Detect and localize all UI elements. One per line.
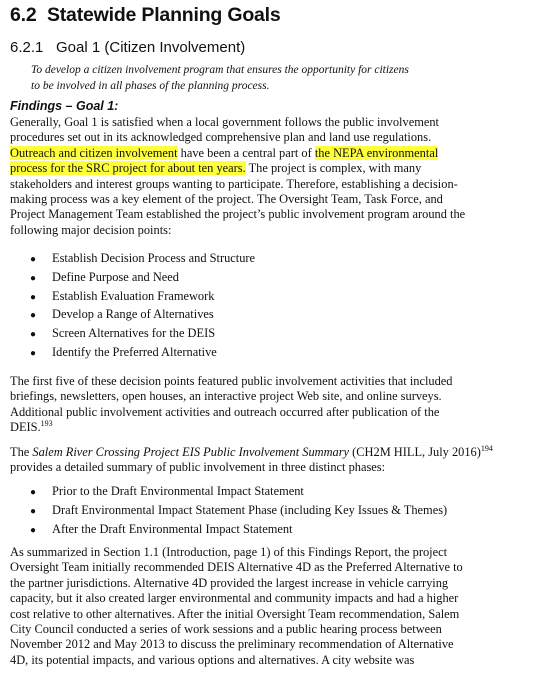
phases-list — [30, 484, 447, 540]
section-heading — [10, 4, 281, 27]
text-line — [10, 146, 536, 161]
bullet-icon: ● — [30, 524, 37, 536]
highlighted-text: process for the SRC project for about ten years. — [10, 161, 246, 176]
goal-line: To develop a citizen involvement program that ensures the opportunity for citizens — [31, 64, 409, 76]
goal-line: to be involved in all phases of the planning process. — [31, 80, 270, 92]
text-line: briefings, newsletters, open houses, an interactive project Web site, and online surveys. — [10, 389, 442, 404]
footnote-ref[interactable]: 194 — [480, 444, 493, 453]
text-line: cost relative to other alternatives. After the initial Oversight Team recommendation, Salem — [10, 606, 460, 621]
text-line: The first five of these decision points featured public involvement activities that included — [10, 374, 453, 388]
subsection-title: Goal 1 (Citizen Involvement) — [56, 39, 246, 56]
bullet-icon: ● — [30, 291, 37, 303]
text-line: November 2012 and May 2013 to discuss the preliminary recommendation of Alternative — [10, 637, 454, 652]
list-item: ● After the Draft Environmental Impact Statement — [30, 522, 447, 541]
list-item: ● Define Purpose and Need — [30, 270, 255, 289]
text-line: making process was a key element of the project. The Oversight Team, Task Force, and — [10, 192, 443, 207]
text-line: Project Management Team established the project’s public involvement program around the — [10, 207, 466, 222]
highlighted-text: the NEPA environmental — [314, 145, 439, 160]
bullet-icon: ● — [30, 272, 37, 284]
text-line: 4D, its potential impacts, and various options and alternatives. A city website was — [10, 652, 415, 667]
section-number: 6.2 — [10, 4, 37, 26]
text-line: Oversight Team initially recommended DEIS Alternative 4D as the Preferred Alternative to — [10, 560, 463, 575]
text-line: DEIS.$^{193}$ — [10, 419, 53, 435]
bullet-icon: ● — [30, 310, 37, 322]
list-item: ● Screen Alternatives for the DEIS — [30, 326, 255, 345]
decision-points-list — [30, 251, 255, 364]
bullet-icon: ● — [30, 329, 37, 341]
text-segment: have been a central part of — [177, 145, 315, 160]
paragraph-summary — [10, 445, 536, 476]
bullet-icon: ● — [30, 505, 37, 517]
text-line: procedures set out in its acknowledged comprehensive plan and land use regulations. — [10, 130, 432, 145]
text-line: stakeholders and interest groups wanting to participate. Therefore, establishing a decision- — [10, 176, 458, 191]
subsection-heading — [10, 39, 245, 56]
bullet-icon: ● — [30, 254, 37, 265]
text-segment: The project is complex, with many — [245, 161, 422, 176]
highlighted-text: Outreach and citizen involvement — [10, 145, 178, 160]
text-line: following major decision points: — [10, 222, 172, 237]
list-item: ● Establish Evaluation Framework — [30, 289, 255, 308]
goal-statement — [31, 62, 511, 94]
bullet-icon: ● — [30, 487, 37, 498]
text-line: The Salem River Crossing Project EIS Public Involvement Summary (CH2M HILL, July 2016)$^{194}$ — [10, 444, 493, 459]
text-line: City Council conducted a series of work sessions and a public hearing process between — [10, 622, 442, 637]
text-line — [10, 161, 536, 176]
paragraph-alternative-4d — [10, 545, 536, 668]
list-item: ● Establish Decision Process and Structure — [30, 251, 255, 270]
bullet-icon: ● — [30, 347, 37, 359]
paragraph-decision-points — [10, 374, 536, 436]
list-item: ● Prior to the Draft Environmental Impact Statement — [30, 484, 447, 503]
text-line: Generally, Goal 1 is satisfied when a local government follows the public involvement — [10, 115, 439, 129]
text-line: Additional public involvement activities and outreach occurred after publication of the — [10, 404, 440, 419]
list-item: ● Draft Environmental Impact Statement Phase (including Key Issues & Themes) — [30, 503, 447, 522]
document-title: Salem River Crossing Project EIS Public Involvement Summary — [32, 445, 350, 459]
text-line: provides a detailed summary of public involvement in three distinct phases: — [10, 460, 386, 475]
paragraph-intro — [10, 115, 536, 238]
text-line: As summarized in Section 1.1 (Introduction, page 1) of this Findings Report, the project — [10, 545, 448, 559]
text-line: capacity, but it also created larger environmental and community impacts and had a higher — [10, 591, 459, 606]
list-item: ● Identify the Preferred Alternative — [30, 345, 255, 364]
subsection-number: 6.2.1 — [10, 39, 44, 56]
section-title: Statewide Planning Goals — [46, 4, 281, 26]
findings-label: Findings – Goal 1: — [10, 99, 119, 113]
text-line: the partner jurisdictions. Alternative 4D provided the largest increase in vehicle carrying — [10, 575, 449, 590]
footnote-ref[interactable]: 193 — [40, 419, 53, 429]
list-item: ● Develop a Range of Alternatives — [30, 307, 255, 326]
